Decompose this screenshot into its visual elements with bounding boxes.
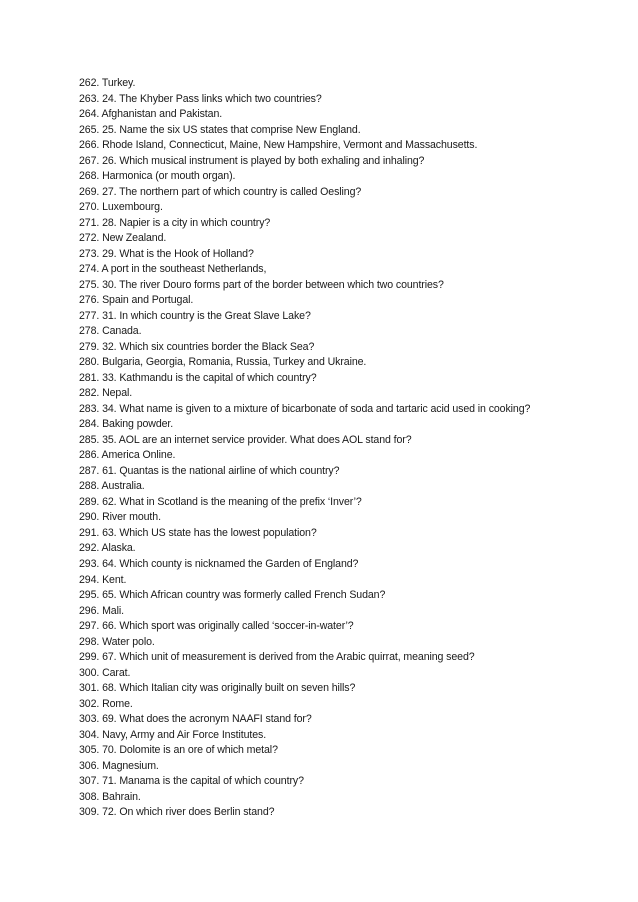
line-number: 264.	[79, 108, 100, 121]
list-line	[79, 712, 579, 728]
list-line	[79, 231, 579, 247]
line-text: 30. The river Douro forms part of the border between which two countries?	[102, 278, 444, 291]
line-text: Baking powder.	[102, 418, 174, 431]
line-text: Bahrain.	[102, 790, 141, 803]
line-number: 282.	[79, 387, 100, 400]
list-line	[79, 371, 579, 387]
line-text: Nepal.	[102, 387, 133, 400]
line-text: 35. AOL are an internet service provider. What does AOL stand for?	[102, 433, 412, 446]
list-line	[79, 479, 579, 495]
list-line	[79, 697, 579, 713]
list-line	[79, 309, 579, 325]
line-number: 298.	[79, 635, 100, 648]
line-number: 285.	[79, 433, 100, 446]
line-number: 265.	[79, 123, 100, 136]
list-line	[79, 123, 579, 139]
list-line	[79, 417, 579, 433]
line-text: 70. Dolomite is an ore of which metal?	[102, 744, 278, 757]
line-number: 267.	[79, 154, 100, 167]
line-text: 64. Which county is nicknamed the Garden of England?	[102, 557, 359, 570]
line-number: 273.	[79, 247, 100, 260]
list-line	[79, 604, 579, 620]
list-line	[79, 355, 579, 371]
line-number: 271.	[79, 216, 100, 229]
line-number: 279.	[79, 340, 100, 353]
list-line	[79, 743, 579, 759]
line-number: 284.	[79, 418, 100, 431]
line-number: 297.	[79, 620, 100, 633]
list-line	[79, 76, 579, 92]
line-text: Bulgaria, Georgia, Romania, Russia, Turkey and Ukraine.	[102, 356, 367, 369]
line-text: Afghanistan and Pakistan.	[101, 108, 223, 121]
line-number: 290.	[79, 511, 100, 524]
line-text: America Online.	[101, 449, 176, 462]
list-line	[79, 185, 579, 201]
line-text: Canada.	[102, 325, 142, 338]
line-text: Harmonica (or mouth organ).	[102, 170, 236, 183]
line-text: 32. Which six countries border the Black Sea?	[102, 340, 315, 353]
line-number: 268.	[79, 170, 100, 183]
line-number: 281.	[79, 371, 100, 384]
line-number: 296.	[79, 604, 100, 617]
list-line	[79, 759, 579, 775]
numbered-list	[79, 76, 579, 821]
list-line	[79, 278, 579, 294]
line-text: 62. What in Scotland is the meaning of the prefix ‘Inver’?	[102, 495, 362, 508]
list-line	[79, 495, 579, 511]
list-line	[79, 402, 579, 418]
line-text: Water polo.	[102, 635, 155, 648]
line-number: 292.	[79, 542, 100, 555]
line-number: 277.	[79, 309, 100, 322]
line-number: 294.	[79, 573, 100, 586]
line-text: A port in the southeast Netherlands,	[101, 263, 267, 276]
list-line	[79, 557, 579, 573]
line-text: 25. Name the six US states that comprise New England.	[102, 123, 361, 136]
line-number: 269.	[79, 185, 100, 198]
line-text: 34. What name is given to a mixture of bicarbonate of soda and tartaric acid used in cooking?	[102, 402, 531, 415]
list-line	[79, 774, 579, 790]
line-number: 275.	[79, 278, 100, 291]
list-line	[79, 200, 579, 216]
line-text: Turkey.	[101, 77, 136, 89]
line-text: 63. Which US state has the lowest population?	[102, 526, 317, 539]
line-text: 29. What is the Hook of Holland?	[102, 247, 254, 260]
line-number: 302.	[79, 697, 100, 710]
line-number: 286.	[79, 449, 100, 462]
line-text: Mali.	[102, 604, 124, 617]
line-number: 270.	[79, 201, 100, 214]
line-text: 65. Which African country was formerly called French Sudan?	[102, 589, 386, 602]
line-text: Carat.	[102, 666, 131, 679]
line-text: River mouth.	[102, 511, 161, 524]
line-text: 31. In which country is the Great Slave Lake?	[102, 309, 311, 322]
list-line	[79, 510, 579, 526]
line-text: 24. The Khyber Pass links which two countries?	[102, 92, 322, 105]
list-line	[79, 138, 579, 154]
line-number: 288.	[79, 480, 100, 493]
line-text: 68. Which Italian city was originally built on seven hills?	[102, 682, 356, 695]
line-text: Kent.	[102, 573, 127, 586]
line-text: 69. What does the acronym NAAFI stand for?	[102, 713, 312, 726]
line-number: 291.	[79, 526, 100, 539]
line-text: Magnesium.	[102, 759, 159, 772]
line-text: Navy, Army and Air Force Institutes.	[102, 728, 267, 741]
line-text: Alaska.	[101, 542, 136, 555]
list-line	[79, 247, 579, 263]
line-text: 67. Which unit of measurement is derived from the Arabic quirrat, meaning seed?	[102, 651, 475, 664]
list-line	[79, 154, 579, 170]
line-number: 262.	[79, 77, 100, 89]
line-number: 299.	[79, 651, 100, 664]
line-text: Rome.	[102, 697, 133, 710]
list-line	[79, 464, 579, 480]
line-text: 27. The northern part of which country is called Oesling?	[102, 185, 362, 198]
line-number: 263.	[79, 92, 100, 105]
line-number: 307.	[79, 775, 100, 788]
list-line	[79, 790, 579, 806]
list-line	[79, 293, 579, 309]
line-number: 306.	[79, 759, 100, 772]
list-line	[79, 635, 579, 651]
list-line	[79, 216, 579, 232]
list-line	[79, 541, 579, 557]
list-line	[79, 340, 579, 356]
line-text: 61. Quantas is the national airline of which country?	[102, 464, 340, 477]
line-text: Rhode Island, Connecticut, Maine, New Hampshire, Vermont and Massachusetts.	[102, 139, 478, 152]
list-line	[79, 324, 579, 340]
line-number: 293.	[79, 557, 100, 570]
list-line	[79, 386, 579, 402]
line-text: 28. Napier is a city in which country?	[102, 216, 271, 229]
line-text: 72. On which river does Berlin stand?	[102, 806, 275, 819]
line-number: 300.	[79, 666, 100, 679]
list-line	[79, 573, 579, 589]
line-text: Luxembourg.	[102, 201, 163, 214]
list-line	[79, 619, 579, 635]
line-text: New Zealand.	[102, 232, 167, 245]
line-text: Spain and Portugal.	[102, 294, 194, 307]
line-number: 278.	[79, 325, 100, 338]
line-text: Australia.	[101, 480, 145, 493]
line-number: 303.	[79, 713, 100, 726]
line-number: 309.	[79, 806, 100, 819]
line-text: 71. Manama is the capital of which country?	[102, 775, 304, 788]
line-number: 287.	[79, 464, 100, 477]
list-line	[79, 681, 579, 697]
list-line	[79, 433, 579, 449]
line-text: 33. Kathmandu is the capital of which country?	[102, 371, 317, 384]
line-text: 66. Which sport was originally called ‘soccer-in-water’?	[102, 620, 354, 633]
line-number: 295.	[79, 589, 100, 602]
list-line	[79, 526, 579, 542]
line-number: 280.	[79, 356, 100, 369]
line-number: 283.	[79, 402, 100, 415]
line-number: 272.	[79, 232, 100, 245]
line-number: 304.	[79, 728, 100, 741]
list-line	[79, 107, 579, 123]
list-line	[79, 666, 579, 682]
line-number: 301.	[79, 682, 100, 695]
list-line	[79, 805, 579, 821]
line-number: 266.	[79, 139, 100, 152]
line-text: 26. Which musical instrument is played by both exhaling and inhaling?	[102, 154, 425, 167]
line-number: 276.	[79, 294, 100, 307]
list-line	[79, 92, 579, 108]
list-line	[79, 728, 579, 744]
line-number: 289.	[79, 495, 100, 508]
list-line	[79, 650, 579, 666]
line-number: 274.	[79, 263, 100, 276]
list-line	[79, 262, 579, 278]
list-line	[79, 448, 579, 464]
list-line	[79, 588, 579, 604]
list-line	[79, 169, 579, 185]
line-number: 308.	[79, 790, 100, 803]
line-number: 305.	[79, 744, 100, 757]
